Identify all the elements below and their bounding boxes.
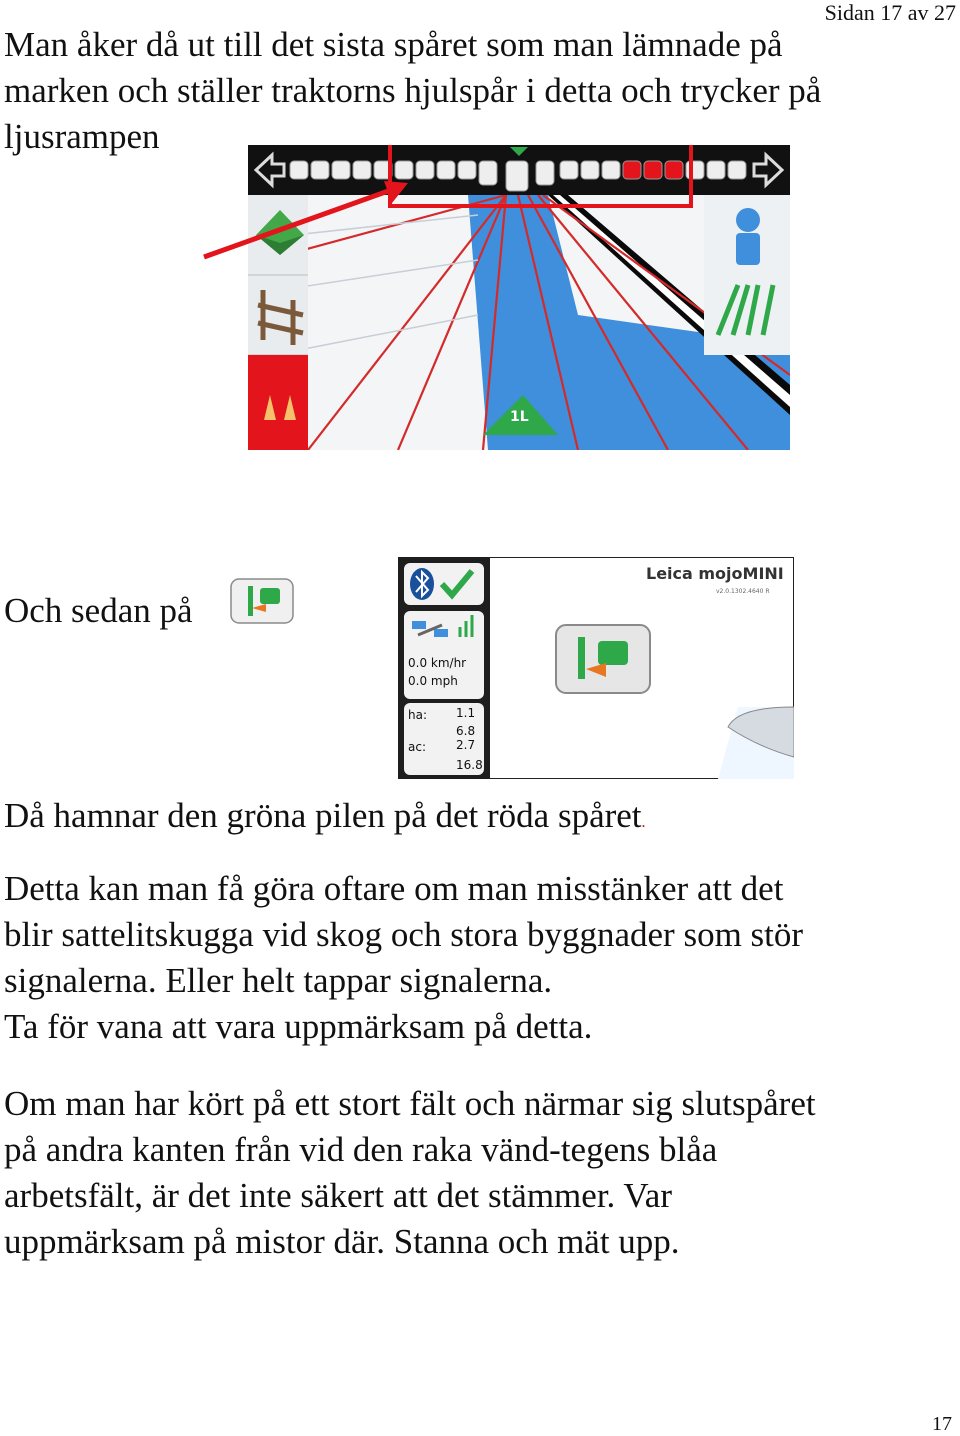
ha-label: ha: bbox=[408, 708, 428, 722]
ac-value-2: 16.8 bbox=[456, 758, 483, 772]
mojomini-screenshot bbox=[398, 557, 794, 779]
page-number: 17 bbox=[932, 1413, 952, 1435]
shadow-warning-paragraph: Detta kan man få göra oftare om man misstänker att det blir sattelitskugga vid skog och stora byggnader som stör signalerna. Eller helt tappar signalerna. Ta för vana att vara uppmärksam på detta. bbox=[4, 869, 804, 1046]
pointer-arrow bbox=[196, 175, 416, 265]
ac-label: ac: bbox=[408, 740, 426, 754]
swath-label: 1L bbox=[510, 409, 529, 425]
intro-paragraph: Man åker då ut till det sista spåret som man lämnade på marken och ställer traktorns hjulspår i detta och trycker på ljusrampen bbox=[4, 25, 822, 156]
ac-value-1: 2.7 bbox=[456, 738, 476, 752]
ha-value-2: 6.8 bbox=[456, 724, 476, 738]
end-track-paragraph: Om man har kört på ett stort fält och närmar sig slutspåret på andra kanten från vid den raka vänd-tegens blåa arbetsfält, är det inte säkert att det stämmer. Var uppmärksam på mistor där. Stanna och mät upp. bbox=[4, 1084, 816, 1261]
version-label: v2.0.1302.4640 R bbox=[716, 588, 770, 595]
ha-value-1: 1.1 bbox=[456, 706, 476, 720]
speed-mph: 0.0 mph bbox=[408, 674, 458, 688]
speed-kmh: 0.0 km/hr bbox=[408, 656, 467, 670]
align-tractor-icon bbox=[230, 578, 294, 624]
page-header: Sidan 17 av 27 bbox=[824, 0, 956, 25]
green-arrow-text: Då hamnar den gröna pilen på det röda spåret. bbox=[4, 796, 646, 835]
brand-logo: Leica mojoMINI bbox=[646, 564, 784, 583]
then-press-text: Och sedan på bbox=[4, 591, 193, 630]
